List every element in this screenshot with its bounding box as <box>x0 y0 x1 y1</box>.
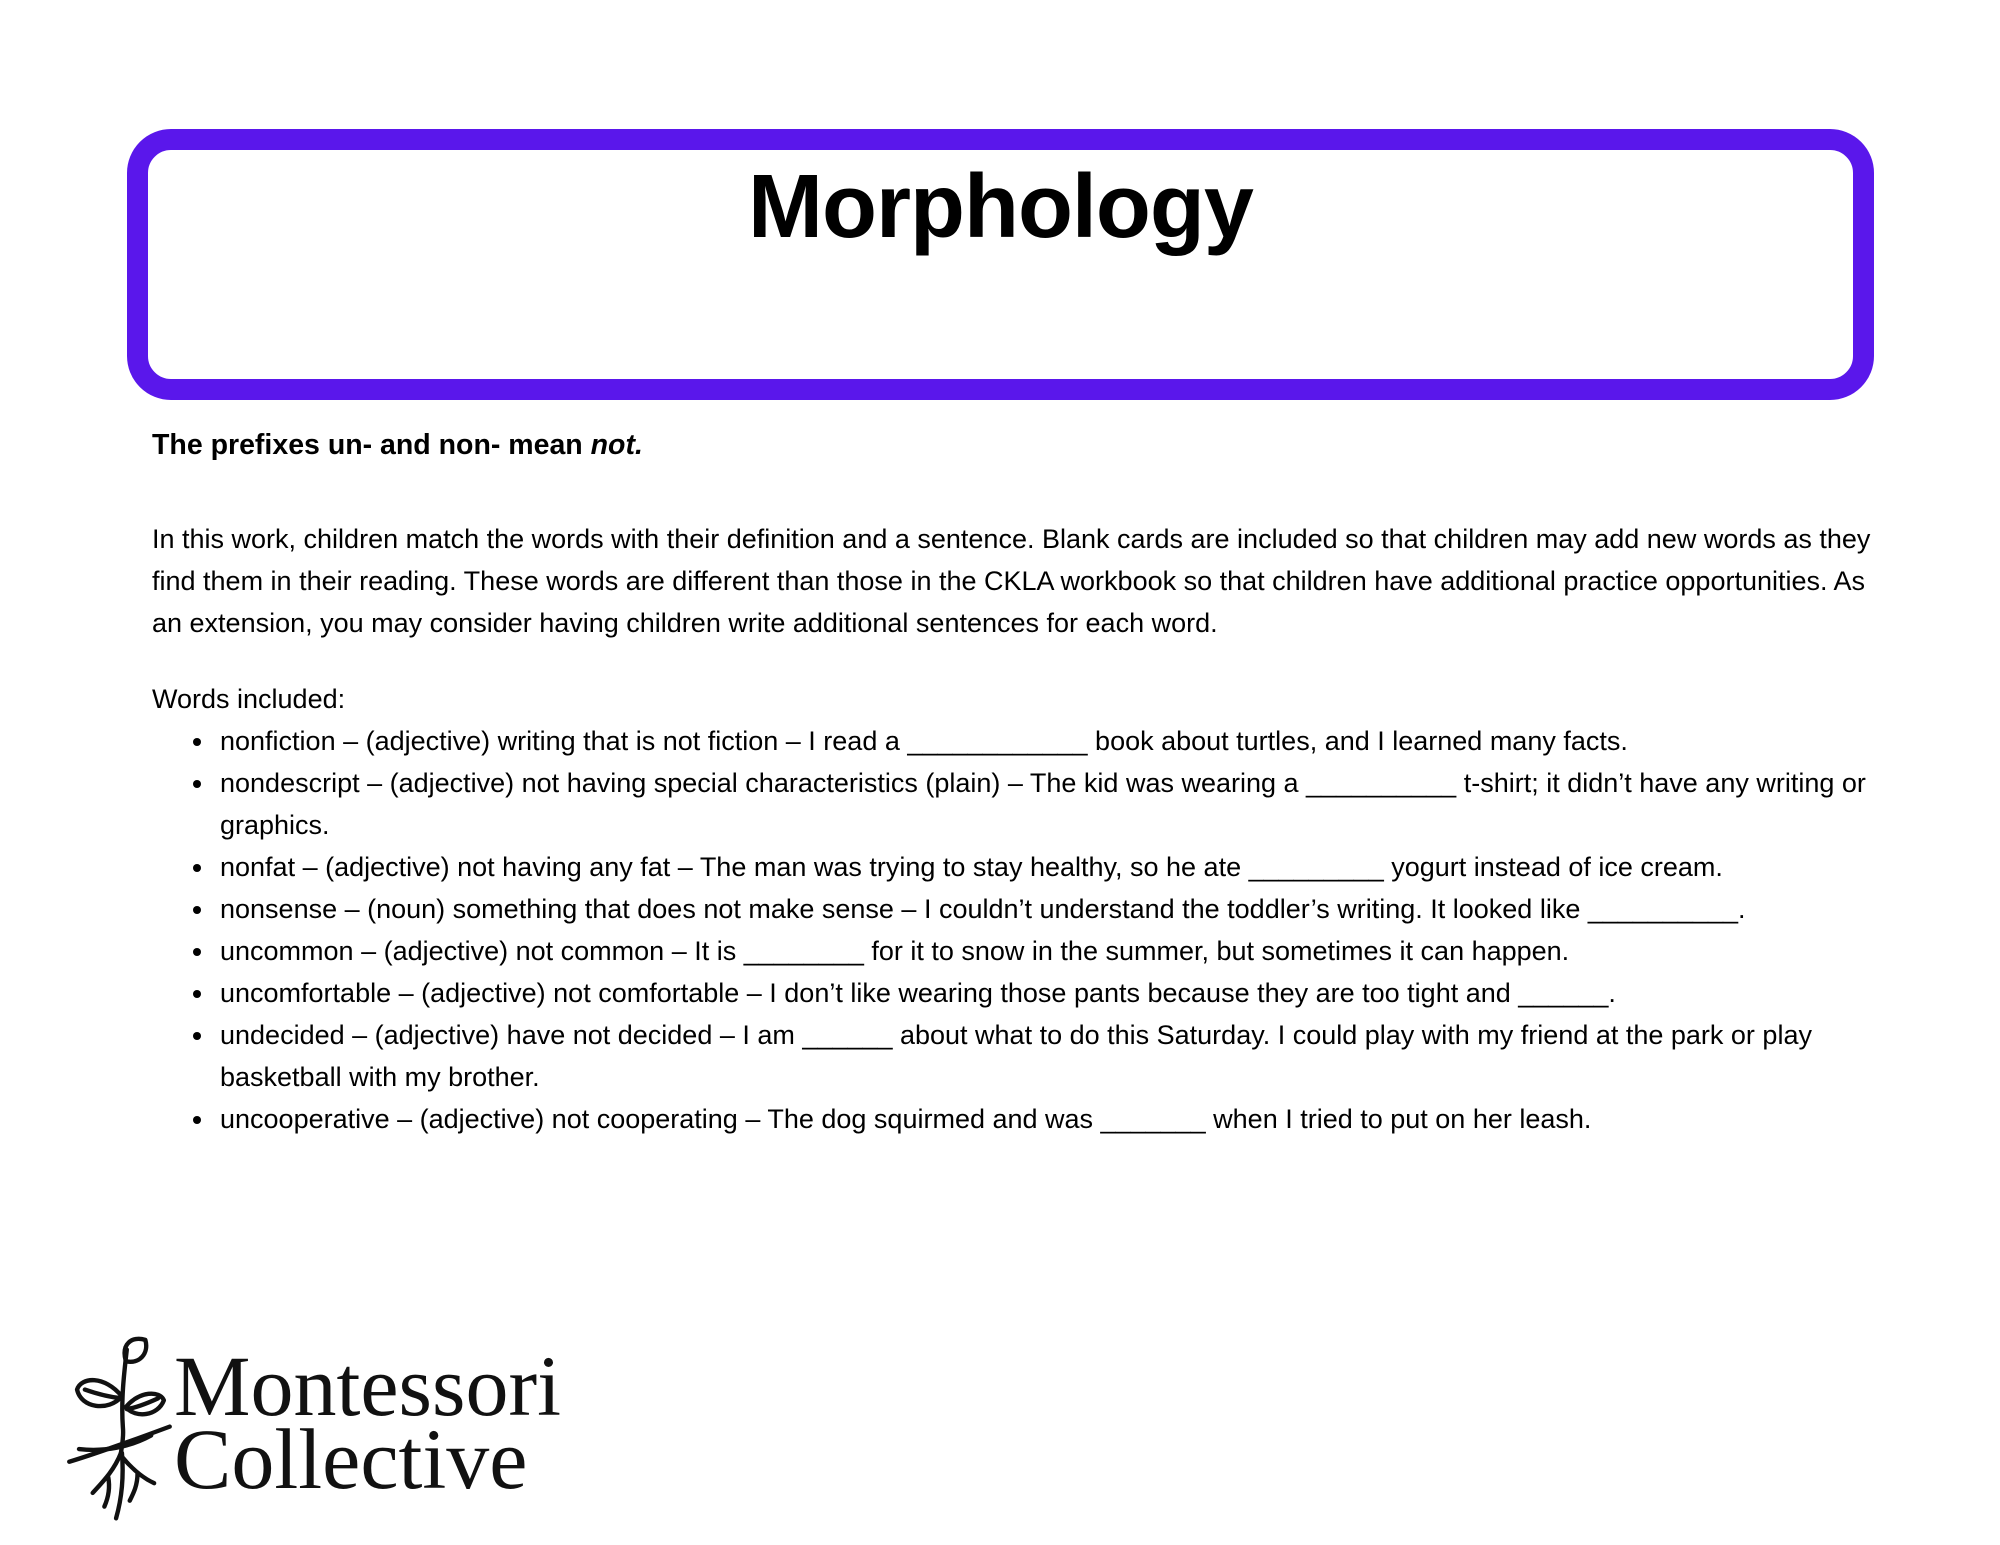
prefix-statement-emphasis: not. <box>590 429 643 461</box>
title-box <box>127 129 1874 400</box>
page-title: Morphology <box>748 157 1253 257</box>
word-list <box>152 720 1882 1140</box>
logo-name-line1: Montessori <box>174 1338 561 1434</box>
logo-name-line2: Collective <box>174 1411 528 1507</box>
content-area <box>152 424 1882 1140</box>
word-list-item: • undecided – (adjective) have not decided – I am ______ about what to do this Saturday. I could play with my friend at the park or play basketball with my brother. <box>216 1014 1882 1098</box>
logo <box>64 1334 561 1529</box>
word-list-item: • nonfiction – (adjective) writing that is not fiction – I read a ____________ book about turtles, and I learned many facts. <box>216 720 1882 762</box>
word-list-item: • uncomfortable – (adjective) not comfortable – I don’t like wearing those pants because they are too tight and ______. <box>216 972 1882 1014</box>
prefix-statement-text: The prefixes un- and non- mean <box>152 429 591 461</box>
word-list-item: • nonfat – (adjective) not having any fat – The man was trying to stay healthy, so he ate _________ yogurt instead of ice cream. <box>216 846 1882 888</box>
prefix-statement <box>152 424 1882 466</box>
seedling-icon <box>64 1334 174 1529</box>
words-included-label: Words included: <box>152 684 346 714</box>
word-list-item: • uncommon – (adjective) not common – It is ________ for it to snow in the summer, but sometimes it can happen. <box>216 930 1882 972</box>
logo-text <box>174 1334 561 1507</box>
intro-paragraph: In this work, children match the words with their definition and a sentence. Blank cards are included so that children may add new words as they find them in their reading. These words are different than those in the CKLA workbook so that children have additional practice opportunities. As an extension, you may consider having children write additional sentences for each word. <box>152 524 1871 638</box>
word-list-item: • uncooperative – (adjective) not cooperating – The dog squirmed and was _______ when I tried to put on her leash. <box>216 1098 1882 1140</box>
word-list-item: • nondescript – (adjective) not having special characteristics (plain) – The kid was wearing a __________ t-shirt; it didn’t have any writing or graphics. <box>216 762 1882 846</box>
word-list-item: • nonsense – (noun) something that does not make sense – I couldn’t understand the toddler’s writing. It looked like __________. <box>216 888 1882 930</box>
